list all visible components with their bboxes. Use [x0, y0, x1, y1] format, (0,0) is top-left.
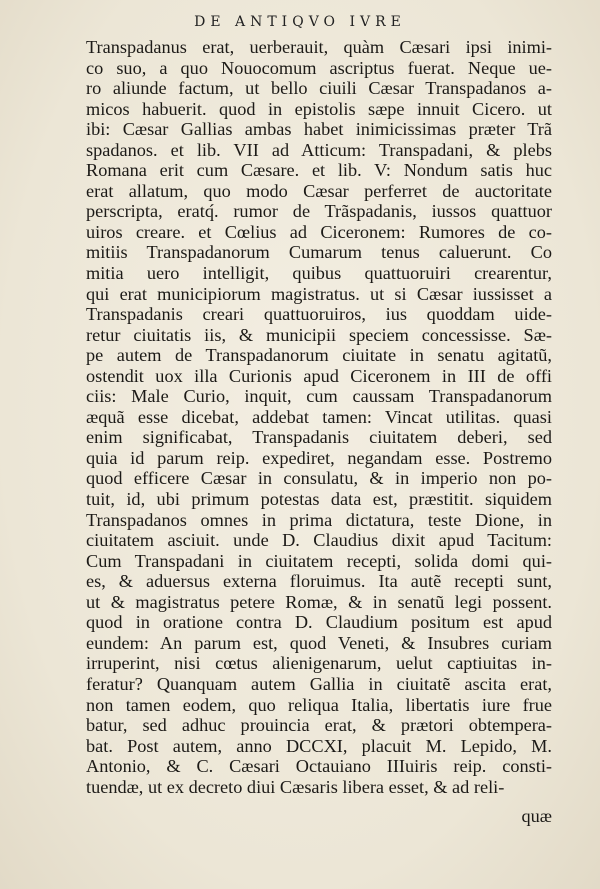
text-line: irruperint, nisi cœtus alienigenarum, uelut captiuitas in-	[86, 653, 552, 674]
text-line: ibi: Cæsar Gallias ambas habet inimicissimas præter Trã	[86, 119, 552, 140]
text-line: retur ciuitatis iis, & municipii speciem concessisse. Sæ-	[86, 324, 552, 345]
text-line: ro aliunde factum, ut bello ciuili Cæsar Transpadanos a-	[86, 78, 552, 99]
catchword: quæ	[521, 806, 552, 826]
text-line: Romana erit cum Cæsare. et lib. V: Nondum satis huc	[86, 160, 552, 181]
text-line: æquã esse dicebat, addebat tamen: Vincat utilitas. quasi	[86, 406, 552, 427]
text-line: pe autem de Transpadanorum ciuitate in senatu agitatũ,	[86, 345, 552, 366]
text-line: ciuitatem asciuit. unde D. Claudius dixit apud Tacitum:	[86, 530, 552, 551]
text-line: quod efficere Cæsar in consulatu, & in imperio non po-	[86, 468, 552, 489]
text-line: qui erat municipiorum magistratus. ut si Cæsar iussisset a	[86, 283, 552, 304]
text-line: quia id parum reip. expediret, negandam esse. Postremo	[86, 447, 552, 468]
text-line: feratur? Quanquam autem Gallia in ciuitatẽ ascita erat,	[86, 673, 552, 694]
text-line: Transpadanis creari quattuoruiros, ius quoddam uide-	[86, 304, 552, 325]
text-line: tuit, id, ubi primum potestas data est, præstitit. siquidem	[86, 489, 552, 510]
text-line: Transpadanos omnes in prima dictatura, teste Dione, in	[86, 509, 552, 530]
text-line: eundem: An parum est, quod Veneti, & Insubres curiam	[86, 632, 552, 653]
text-line: uiros creare. et Cœlius ad Ciceronem: Rumores de co-	[86, 221, 552, 242]
text-line: ut & magistratus petere Romæ, & in senatũ legi possent.	[86, 591, 552, 612]
text-line: enim significabat, Transpadanis ciuitatem deberi, sed	[86, 427, 552, 448]
text-line: erat allatum, quo modo Cæsar perferret de auctoritate	[86, 180, 552, 201]
text-line: spadanos. et lib. VII ad Atticum: Transpadani, & plebs	[86, 139, 552, 160]
text-line: Transpadanus erat, uerberauit, quàm Cæsari ipsi inimi-	[86, 37, 552, 57]
text-line: bat. Post autem, anno DCCXI, placuit M. Lepido, M.	[86, 735, 552, 756]
text-line: perscripta, eratq́. rumor de Trãspadanis, iussos quattuor	[86, 201, 552, 222]
text-line: quod in oratione contra D. Claudium positum est apud	[86, 612, 552, 633]
text-line: batur, sed adhuc prouincia erat, & prætori obtempera-	[86, 715, 552, 736]
text-line: ciis: Male Curio, inquit, cum caussam Transpadanorum	[86, 386, 552, 407]
text-line: es, & aduersus externa floruimus. Ita autẽ recepti sunt,	[86, 571, 552, 592]
running-head: DE ANTIQVO IVRE	[194, 14, 406, 30]
text-line: Cum Transpadani in ciuitatem recepti, solida domi qui-	[86, 550, 552, 571]
text-line: non tamen eodem, quo reliqua Italia, libertatis iure frue	[86, 694, 552, 715]
text-line: mitiis Transpadanorum Cumarum tenus caluerunt. Co	[86, 242, 552, 263]
text-line: tuendæ, ut ex decreto diui Cæsaris libera esset, & ad reli-	[86, 776, 505, 797]
text-line: co suo, a quo Nouocomum ascriptus fuerat. Neque ue-	[86, 57, 552, 78]
text-line: micos habuerit. quod in epistolis sæpe innuit Cicero. ut	[86, 98, 552, 119]
text-line: mitia uero intelligit, quibus quattuoruiri crearentur,	[86, 263, 552, 284]
text-line: Antonio, & C. Cæsari Octauiano IIIuiris reip. consti-	[86, 756, 552, 777]
body-text	[86, 37, 552, 797]
text-line: ostendit uox illa Curionis apud Ciceronem in III de offi	[86, 365, 552, 386]
